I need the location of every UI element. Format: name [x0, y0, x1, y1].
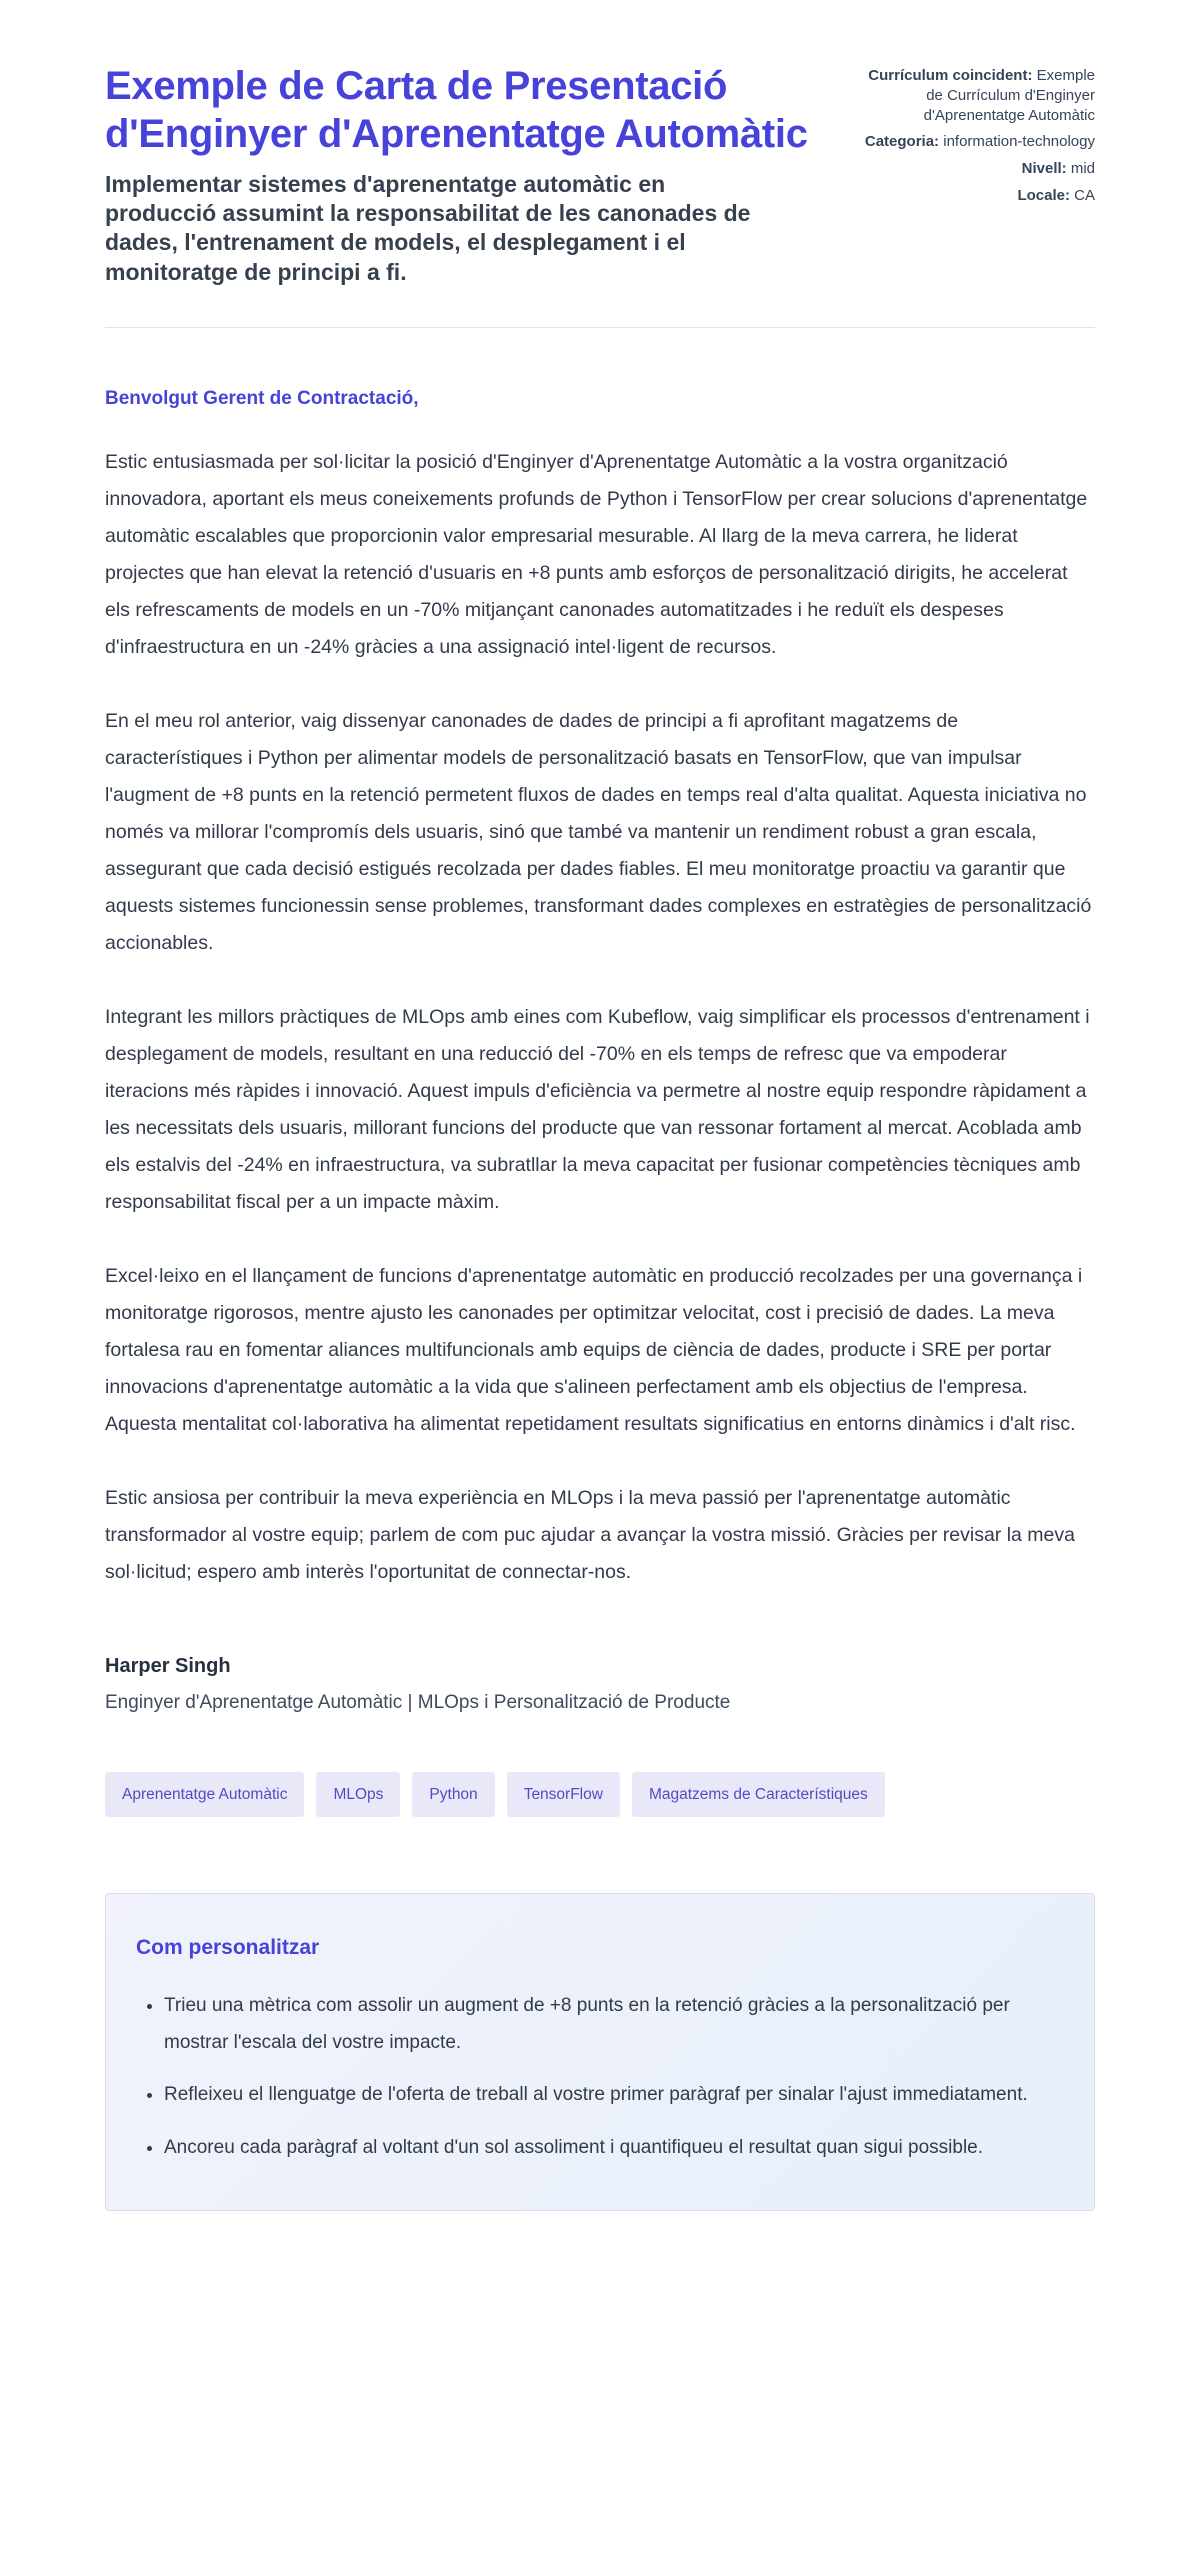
tip-item-2: • Refleixeu el llenguatge de l'oferta de treball al vostre primer paràgraf per sinalar l'ajust immediatament. [164, 2077, 1058, 2114]
customization-tips-box [105, 1893, 1095, 2211]
page-title: Exemple de Carta de Presentació d'Enginyer d'Aprenentatge Automàtic [105, 64, 808, 156]
signature-block [105, 1655, 1095, 1714]
skill-tags [105, 1772, 1095, 1818]
meta-value: information-technology [943, 133, 1095, 151]
resume-meta [855, 62, 1095, 213]
meta-row-category [855, 132, 1095, 152]
meta-label: Currículum coincident: [868, 67, 1033, 84]
meta-row-matching-resume [855, 66, 1095, 125]
signature-name: Harper Singh [105, 1654, 231, 1677]
skill-tag: Python [412, 1772, 494, 1818]
letter-paragraph-1: Estic entusiasmada per sol·licitar la posició d'Enginyer d'Aprenentatge Automàtic a la vostra organització innovadora, aportant els meus coneixements profunds de Python i TensorFlow per crear solucions d'aprenentatge automàtic escalables que proporcionin valor empresarial mesurable. Al llarg de la meva carrera, he liderat projectes que han elevat la retenció d'usuaris en +8 punts amb esforços de personalització dirigits, he accelerat els refrescaments de models en un -70% mitjançant canonades automatitzades i he reduït els despeses d'infraestructura en un -24% gràcies a una assignació intel·ligent de recursos. [105, 450, 1088, 658]
letter-paragraph-4: Excel·leixo en el llançament de funcions d'aprenentatge automàtic en producció recolzades per una governança i monitoratge rigorosos, mentre ajusto les canonades per optimitzar velocitat, cost i precisió de dades. La meva fortalesa rau en fomentar aliances multifuncionals amb equips de ciència de dades, producte i SRE per portar innovacions d'aprenentatge automàtic a la vida que s'alineen perfectament amb els objectius de l'empresa. Aquesta mentalitat col·laborativa ha alimentat repetidament resultats significatius en entorns dinàmics i d'alt risc. [105, 1264, 1083, 1435]
signature-role: Enginyer d'Aprenentatge Automàtic | MLOps i Personalització de Producte [105, 1691, 731, 1713]
skill-tag: Aprenentatge Automàtic [105, 1772, 304, 1818]
letter-paragraph-3: Integrant les millors pràctiques de MLOps amb eines com Kubeflow, vaig simplificar els processos d'entrenament i desplegament de models, resultant en una reducció del -70% en els temps de refresc que va empoderar iteracions més ràpides i innovació. Aquest impuls d'eficiència va permetre al nostre equip respondre ràpidament a les necessitats dels usuaris, millorant funcions del producte que van ressonar fortament al mercat. Acoblada amb els estalvis del -24% en infraestructura, va subratllar la meva capacitat per fusionar competències tècniques amb responsabilitat fiscal per a un impacte màxim. [105, 1005, 1090, 1213]
skill-tag: TensorFlow [507, 1772, 620, 1818]
tips-list [136, 1988, 1058, 2166]
cover-letter-page [105, 0, 1095, 2281]
meta-row-locale [855, 186, 1095, 206]
meta-label: Categoria: [864, 133, 940, 151]
tip-item-1: • Trieu una mètrica com assolir un augment de +8 punts en la retenció gràcies a la personalització per mostrar l'escala del vostre impacte. [164, 1988, 1058, 2061]
header-divider [105, 327, 1095, 328]
skill-tag: MLOps [316, 1772, 400, 1818]
meta-label: Nivell: [1021, 160, 1067, 178]
page-subtitle: Implementar sistemes d'aprenentatge automàtic en producció assumint la responsabilitat de les canonades de dades, l'entrenament de models, el desplegament i el monitoratge de principi a fi. [105, 171, 751, 285]
meta-row-level [855, 159, 1095, 179]
tip-item-3: • Ancoreu cada paràgraf al voltant d'un sol assoliment i quantifiqueu el resultat quan sigui possible. [164, 2130, 1058, 2167]
letter-paragraph-5: Estic ansiosa per contribuir la meva experiència en MLOps i la meva passió per l'aprenentatge automàtic transformador al vostre equip; parlem de com puc ajudar a avançar la vostra missió. Gràcies per revisar la meva sol·licitud; espero amb interès l'oportunitat de connectar-nos. [105, 1486, 1075, 1583]
meta-value: mid [1070, 160, 1095, 178]
header-title-block [105, 62, 815, 287]
tips-title: Com personalitzar [136, 1936, 320, 1960]
meta-value: CA [1074, 186, 1095, 204]
skill-tag: Magatzems de Característiques [632, 1772, 885, 1818]
salutation: Benvolgut Gerent de Contractació, [105, 387, 419, 409]
letter-body [105, 388, 1095, 1714]
letter-paragraph-2: En el meu rol anterior, vaig dissenyar canonades de dades de principi a fi aprofitant magatzems de característiques i Python per alimentar models de personalització basats en TensorFlow, que van impulsar l'augment de +8 punts en la retenció permetent fluxos de dades en temps real d'alta qualitat. Aquesta iniciativa no només va millorar l'compromís dels usuaris, sinó que també va mantenir un rendiment robust a gran escala, assegurant que cada decisió estigués recolzada per dades fiables. El meu monitoratge proactiu va garantir que aquests sistemes funcionessin sense problemes, transformant dades complexes en estratègies de personalització accionables. [105, 709, 1092, 954]
meta-value: Exemple de Currículum d'Enginyer d'Aprenentatge Automàtic [923, 67, 1095, 124]
page-header [105, 62, 1095, 287]
meta-label: Locale: [1017, 186, 1070, 204]
